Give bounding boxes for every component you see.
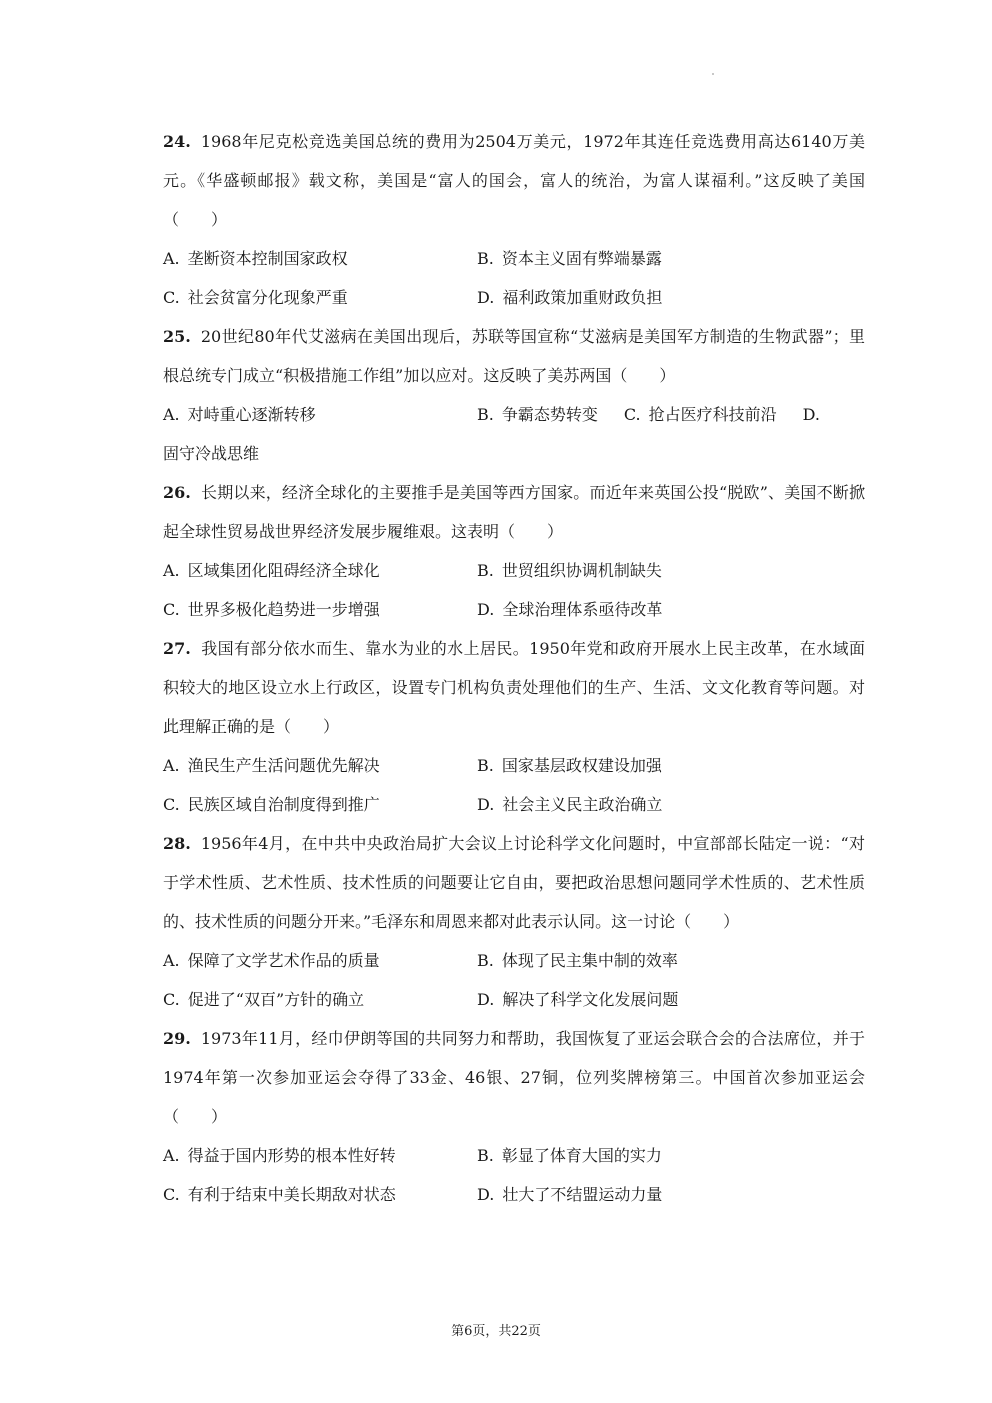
question-number: 29. xyxy=(163,1029,191,1048)
option-a[interactable]: A. 得益于国内形势的根本性好转 xyxy=(163,1146,396,1165)
option-b[interactable]: B. 国家基层政权建设加强 xyxy=(477,756,662,775)
option-d[interactable]: 固守冷战思维 xyxy=(163,444,260,463)
question-stem xyxy=(163,122,865,239)
option-a[interactable]: A. 对峙重心逐渐转移 xyxy=(163,405,316,424)
question-stem xyxy=(163,317,865,395)
option-b[interactable]: B. 彰显了体育大国的实力 xyxy=(477,1146,662,1165)
question-text: 长期以来，经济全球化的主要推手是美国等西方国家。而近年来英国公投“脱欧”、美国不断掀起全球性贸易战世界经济发展步履维艰。这表明（ ） xyxy=(163,483,865,541)
options xyxy=(163,395,865,473)
option-c[interactable]: C. 促进了“双百”方针的确立 xyxy=(163,990,365,1009)
options xyxy=(163,239,865,317)
question-stem xyxy=(163,1019,865,1136)
options xyxy=(163,746,865,824)
question-25 xyxy=(163,317,865,473)
option-c[interactable]: C. 社会贫富分化现象严重 xyxy=(163,288,348,307)
question-29 xyxy=(163,1019,865,1214)
option-c[interactable]: C. 有利于结束中美长期敌对状态 xyxy=(163,1185,396,1204)
options xyxy=(163,1136,865,1214)
options xyxy=(163,551,865,629)
option-a[interactable]: A. 保障了文学艺术作品的质量 xyxy=(163,951,380,970)
question-text: 我国有部分依水而生、靠水为业的水上居民。1950年党和政府开展水上民主改革，在水域面积较大的地区设立水上行政区，设置专门机构负责处理他们的生产、生活、文文化教育等问题。对此理解正确的是（ ） xyxy=(163,639,865,736)
question-text: 1968年尼克松竞选美国总统的费用为2504万美元，1972年其连任竞选费用高达6140万美元。《华盛顿邮报》载文称，美国是“富人的国会，富人的统治，为富人谋福利。”这反映了美国（ ） xyxy=(163,132,865,229)
question-list xyxy=(163,122,865,1214)
option-d[interactable]: D. 社会主义民主政治确立 xyxy=(477,795,663,814)
option-d[interactable]: D. 壮大了不结盟运动力量 xyxy=(477,1185,663,1204)
option-a[interactable]: A. 渔民生产生活问题优先解决 xyxy=(163,756,380,775)
question-number: 28. xyxy=(163,834,191,853)
option-c[interactable]: C. 抢占医疗科技前沿 xyxy=(623,405,777,424)
question-text: 1956年4月，在中共中央政治局扩大会议上讨论科学文化问题时，中宣部部长陆定一说：“对于学术性质、艺术性质、技术性质的问题要让它自由，要把政治思想问题同学术性质的、艺术性质的、技术性质的问题分开来。”毛泽东和周恩来都对此表示认同。这一讨论（ ） xyxy=(163,834,865,931)
option-b[interactable]: B. 体现了民主集中制的效率 xyxy=(477,951,678,970)
question-number: 24. xyxy=(163,132,191,151)
option-b[interactable]: B. 争霸态势转变 xyxy=(477,405,598,424)
question-text: 20世纪80年代艾滋病在美国出现后，苏联等国宣称“艾滋病是美国军方制造的生物武器”；里根总统专门成立“积极措施工作组”加以应对。这反映了美苏两国（ ） xyxy=(163,327,865,385)
option-a[interactable]: A. 区域集团化阻碍经济全球化 xyxy=(163,561,380,580)
option-c[interactable]: C. 民族区域自治制度得到推广 xyxy=(163,795,380,814)
question-number: 27. xyxy=(163,639,191,658)
option-d[interactable]: D. 全球治理体系亟待改革 xyxy=(477,600,663,619)
option-a[interactable]: A. 垄断资本控制国家政权 xyxy=(163,249,348,268)
question-28 xyxy=(163,824,865,1019)
question-26 xyxy=(163,473,865,629)
option-b[interactable]: B. 资本主义固有弊端暴露 xyxy=(477,249,662,268)
page-footer xyxy=(0,1322,992,1342)
option-d-letter[interactable]: D. xyxy=(802,405,820,424)
option-d[interactable]: D. 福利政策加重财政负担 xyxy=(477,288,663,307)
question-24 xyxy=(163,122,865,317)
question-stem xyxy=(163,473,865,551)
question-text: 1973年11月，经巾伊朗等国的共同努力和帮助，我国恢复了亚运会联合会的合法席位，并于1974年第一次参加亚运会夺得了33金、46银、27铜，位列奖牌榜第三。中国首次参加亚运会（ ） xyxy=(163,1029,865,1126)
options xyxy=(163,941,865,1019)
question-stem xyxy=(163,824,865,941)
question-27 xyxy=(163,629,865,824)
option-b[interactable]: B. 世贸组织协调机制缺失 xyxy=(477,561,662,580)
option-c[interactable]: C. 世界多极化趋势进一步增强 xyxy=(163,600,380,619)
page-number: 第6页，共22页 xyxy=(451,1324,541,1339)
question-number: 25. xyxy=(163,327,191,346)
question-stem xyxy=(163,629,865,746)
scan-mark xyxy=(712,73,714,75)
question-number: 26. xyxy=(163,483,191,502)
option-d[interactable]: D. 解决了科学文化发展问题 xyxy=(477,990,679,1009)
